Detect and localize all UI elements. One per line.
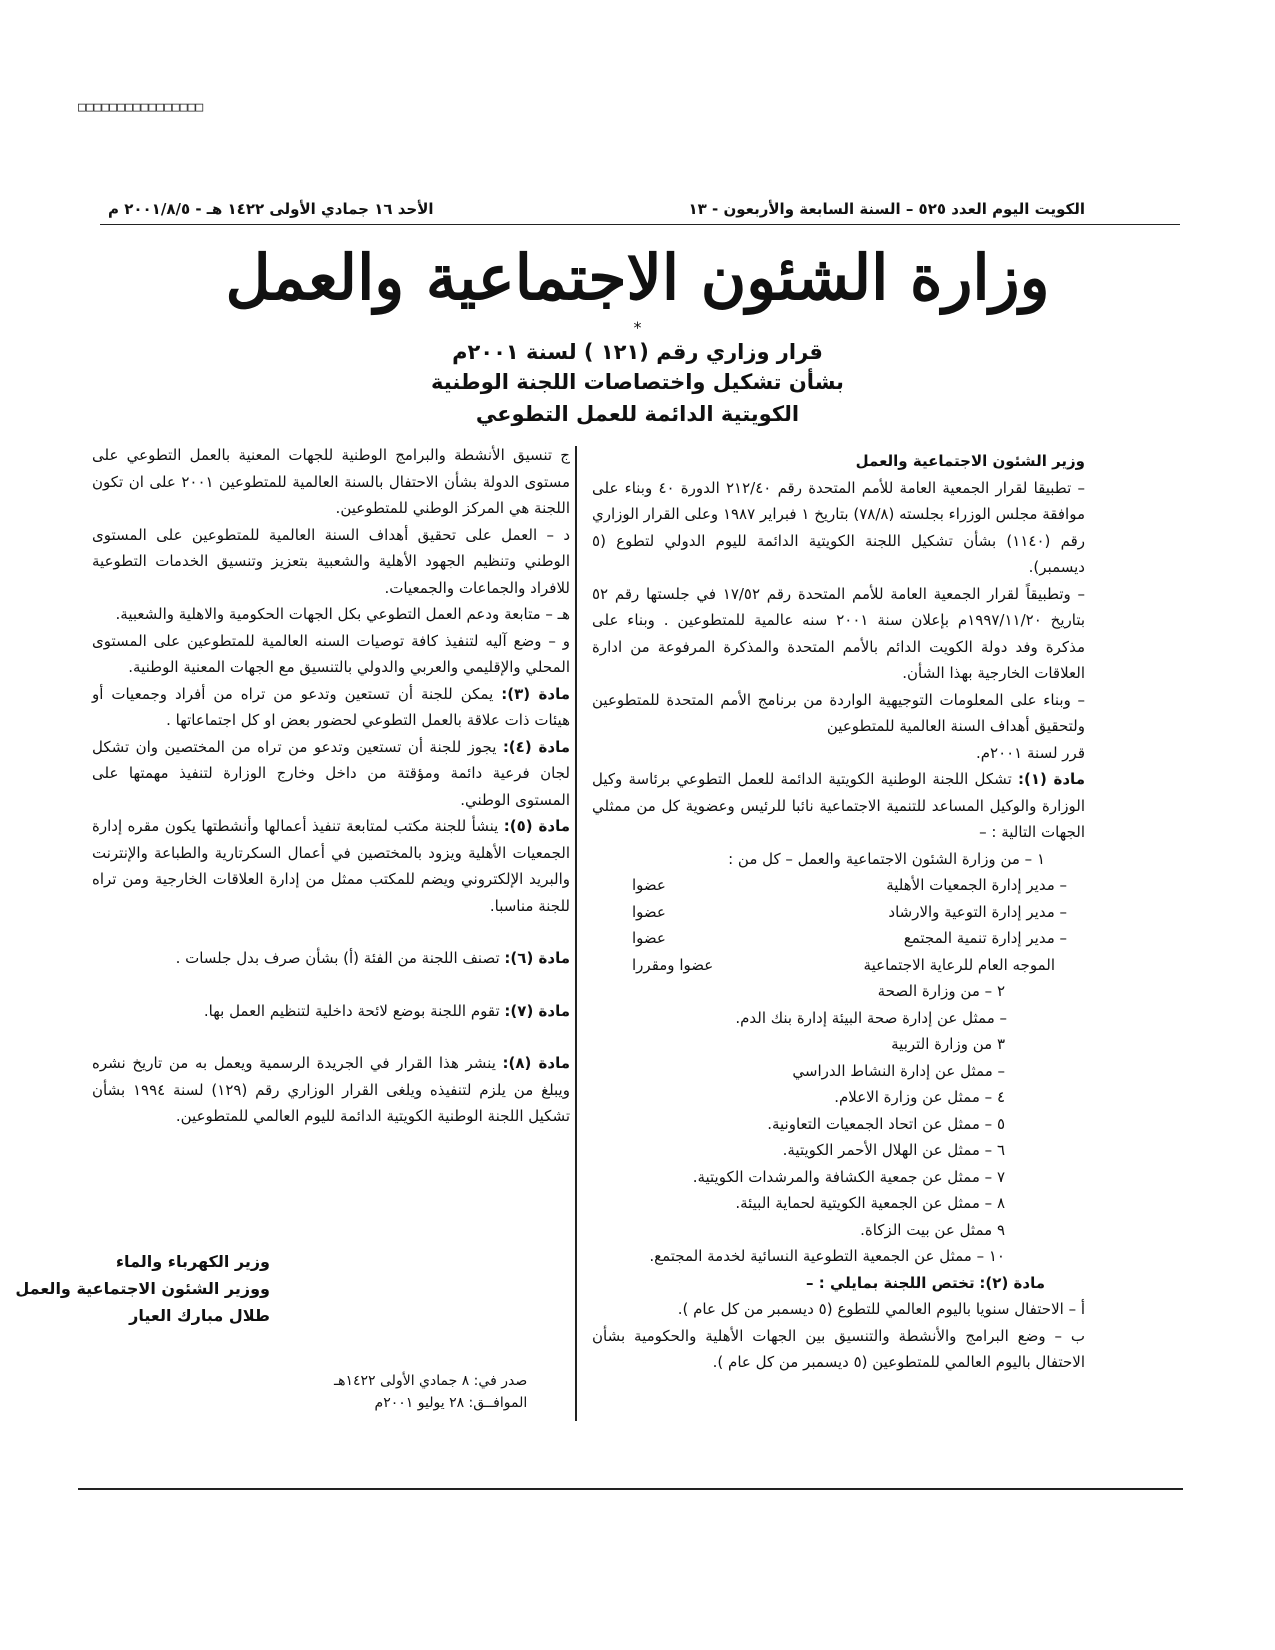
issued-date-block <box>334 1370 527 1414</box>
list-item: ج تنسيق الأنشطة والبرامج الوطنية للجهات المعنية بالعمل التطوعي على مستوى الدولة بشأن الاحتفال بالسنة العالمية للمتطوعين ٢٠٠١ على ان تكون اللجنة هي المركز الوطني للمتطوعين. <box>92 446 570 517</box>
article-label: مادة (١): <box>1017 770 1085 788</box>
article-label: مادة (٢): <box>979 1273 1045 1292</box>
member-name: – مدير إدارة الجمعيات الأهلية <box>886 876 1067 894</box>
star-ornament: * <box>633 318 642 337</box>
decision-title: قرار وزاري رقم (١٢١ ) لسنة ٢٠٠١م <box>452 340 823 364</box>
decided: قرر لسنة ٢٠٠١م. <box>975 743 1085 762</box>
decision-subtitle-1: بشأن تشكيل واختصاصات اللجنة الوطنية <box>431 370 844 394</box>
list-item: أ – الاحتفال سنويا باليوم العالمي للتطوع (٥ ديسمبر من كل عام ). <box>677 1300 1085 1318</box>
article-label: مادة (٨): <box>502 1054 570 1072</box>
signature-title-2: ووزير الشئون الاجتماعية والعمل <box>15 1279 270 1298</box>
header-rule <box>100 224 1180 225</box>
list-item: ١ – من وزارة الشئون الاجتماعية والعمل – كل من : <box>728 849 1045 868</box>
member-role: عضوا <box>632 876 666 894</box>
header-date: الأحد ١٦ جمادي الأولى ١٤٢٢ هـ - ٢٠٠١/٨/٥ م <box>108 200 434 218</box>
article-3 <box>92 681 570 734</box>
decision-subtitle-2: الكويتية الدائمة للعمل التطوعي <box>475 402 800 426</box>
article-label: مادة (٧): <box>504 1001 570 1020</box>
list-item: – ممثل عن إدارة النشاط الدراسي <box>792 1061 1005 1080</box>
article-1 <box>592 766 1085 846</box>
member-row <box>592 925 1085 952</box>
list-item: – ممثل عن إدارة صحة البيئة إدارة بنك الدم. <box>735 1008 1007 1027</box>
preamble-3: – وبناء على المعلومات التوجيهية الواردة من برنامج الأمم المتحدة للمتطوعين ولتحقيق أهداف السنة العالمية للمتطوعين <box>592 690 1085 735</box>
article-5 <box>92 813 570 919</box>
list-item: ٦ – ممثل عن الهلال الأحمر الكويتية. <box>782 1141 1005 1159</box>
member-name: – مدير إدارة تنمية المجتمع <box>903 929 1067 947</box>
list-item: ٤ – ممثل عن وزارة الاعلام. <box>834 1088 1005 1106</box>
list-item: هـ – متابعة ودعم العمل التطوعي بكل الجهات الحكومية والاهلية والشعبية. <box>115 605 570 623</box>
list-item: ٨ – ممثل عن الجمعية الكويتية لحماية البيئة. <box>735 1194 1005 1212</box>
signature-block <box>15 1248 570 1329</box>
member-name: الموجه العام للرعاية الاجتماعية <box>863 955 1055 974</box>
issued-hijri: صدر في: ٨ جمادي الأولى ١٤٢٢هـ <box>334 1373 528 1389</box>
issued-gregorian: الموافــق: ٢٨ يوليو ٢٠٠١م <box>374 1395 528 1411</box>
left-column <box>92 442 570 1130</box>
list-item: ٣ من وزارة التربية <box>891 1035 1005 1053</box>
article-8 <box>92 1050 570 1130</box>
article-text: يجوز للجنة أن تستعين وتدعو من تراه من المختصين وان تشكل لجان فرعية دائمة ومؤقتة من داخل وخارج الوزارة لتنفيذ مهمتها على المستوى الوطني. <box>92 737 570 809</box>
list-item: ٥ – ممثل عن اتحاد الجمعيات التعاونية. <box>767 1114 1005 1133</box>
member-role: عضوا <box>632 902 666 921</box>
member-role: عضوا <box>632 929 666 947</box>
article-text: ينشأ للجنة مكتب لمتابعة تنفيذ أعمالها وأنشطتها يكون مقره إدارة الجمعيات الأهلية ويزود بالمختصين في أعمال السكرتارية والطباعة والإنترنت والبريد الإلكتروني ويضم للمكتب ممثل من إدارة العلاقات الخارجية ومن تراه للجنة مناسبا. <box>92 817 570 915</box>
article-label: مادة (٤): <box>502 737 570 756</box>
list-item: ٢ – من وزارة الصحة <box>877 982 1005 1000</box>
footer-rule <box>78 1488 1183 1490</box>
minister-heading: وزير الشئون الاجتماعية والعمل <box>855 452 1085 470</box>
ministry-title: وزارة الشئون الاجتماعية والعمل <box>225 241 1050 314</box>
article-text: ينشر هذا القرار في الجريدة الرسمية ويعمل به من تاريخ نشره ويبلغ من يلزم لتنفيذه ويلغى القرار الوزاري رقم (١٢٩) لسنة ١٩٩٤ بشأن تشكيل اللجنة الوطنية الكويتية الدائمة لليوم العالمي للمتطوعين. <box>92 1054 570 1125</box>
list-item: ب – وضع البرامج والأنشطة والتنسيق بين الجهات الأهلية والحكومية بشأن الاحتفال باليوم العالمي للمتطوعين (٥ ديسمبر من كل عام ). <box>592 1326 1085 1371</box>
article-label: مادة (٥): <box>503 817 570 835</box>
signature-name: طلال مبارك العيار <box>129 1306 270 1325</box>
article-text: تصنف اللجنة من الفئة (أ) بشأن صرف بدل جلسات . <box>175 949 500 967</box>
article-text: تقوم اللجنة بوضع لائحة داخلية لتنظيم العمل بها. <box>203 1001 500 1020</box>
article-text: تشكل اللجنة الوطنية الكويتية الدائمة للعمل التطوعي برئاسة وكيل الوزارة والوكيل المساعد للتنمية الاجتماعية نائبا للرئيس وعضوية كل من ممثلي الجهات التالية : – <box>592 770 1085 841</box>
list-item: ١٠ – ممثل عن الجمعية التطوعية النسائية لخدمة المجتمع. <box>649 1247 1005 1265</box>
list-item: د – العمل على تحقيق أهداف السنة العالمية للمتطوعين على المستوى الوطني وتنظيم الجهود الأهلية والشعبية بتعزيز وتنسيق الخدمات التطوعية للافراد والجماعات والجمعيات. <box>92 525 570 597</box>
member-role: عضوا ومقررا <box>632 955 714 974</box>
list-item: و – وضع آليه لتنفيذ كافة توصيات السنه العالمية للمتطوعين على المستوى المحلي والإقليمي والعربي والدولي بالتنسيق مع الجهات المعنية الوطنية. <box>92 631 570 676</box>
preamble-1: – تطبيقا لقرار الجمعية العامة للأمم المتحدة رقم ٢١٢/٤٠ الدورة ٤٠ وبناء على موافقة مجلس الوزراء بجلسته (٧٨/٨) بتاريخ ١ فبراير ١٩٨٧ وعلى القرار الوزاري رقم (١١٤٠) بشأن تشكيل اللجنة الكويتية الدائمة لليوم الدولي لتطوع (٥ ديسمبر). <box>592 478 1085 576</box>
member-row <box>592 899 1085 926</box>
member-row <box>592 872 1085 899</box>
header-issue-info: الكويت اليوم العدد ٥٢٥ – السنة السابعة والأربعون - ١٣ <box>688 200 1085 218</box>
article-label: مادة (٣): <box>501 684 570 703</box>
page-marker: □□□□□□□□□□□□□□□□ <box>78 100 204 115</box>
article-6 <box>92 945 570 972</box>
article-text: يمكن للجنة أن تستعين وتدعو من تراه من أفراد وجمعيات أو هيئات ذات علاقة بالعمل التطوعي لحضور بعض او كل اجتماعاتها . <box>92 684 570 729</box>
column-divider <box>575 446 577 1421</box>
right-column <box>592 448 1085 1376</box>
article-label: مادة (٦): <box>504 949 570 967</box>
member-row <box>592 952 1085 979</box>
preamble-2: – وتطبيقاً لقرار الجمعية العامة للأمم المتحدة رقم ١٧/٥٢ في جلستها رقم ٥٢ بتاريخ ١٩٩٧/١١/٢٠م بإعلان سنة ٢٠٠١ سنه عالمية للمتطوعين . وبناء على مذكرة وفد دولة الكويت الدائم بالأمم المتحدة والمذكرة المرفوعة من ادارة العلاقات الخارجية بهذا الشأن. <box>592 584 1086 682</box>
article-text: تختص اللجنة بمايلي : – <box>806 1273 975 1292</box>
article-7 <box>92 998 570 1025</box>
list-item: ٧ – ممثل عن جمعية الكشافة والمرشدات الكويتية. <box>692 1167 1005 1186</box>
signature-title-1: وزير الكهرباء والماء <box>115 1252 270 1271</box>
member-name: – مدير إدارة التوعية والارشاد <box>888 902 1067 921</box>
list-item: ٩ ممثل عن بيت الزكاة. <box>860 1220 1005 1239</box>
article-4 <box>92 734 570 814</box>
article-2 <box>592 1270 1085 1297</box>
